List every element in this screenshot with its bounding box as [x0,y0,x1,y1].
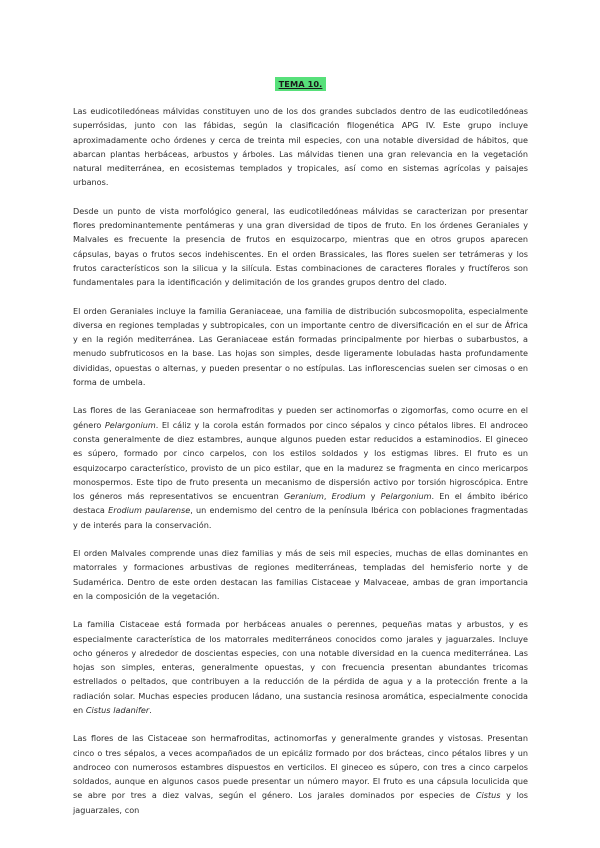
italic-run: Cistus [475,790,501,801]
paragraph [73,304,528,390]
paragraph [73,546,528,603]
text-run: . El cáliz y la corola están formados por cinco sépalos y cinco pétalos libres. El androceo consta generalmente de diez estambres, aunque algunos pueden estar reducidos a estaminodios. El gineceo es súpero, formado por cinco carpelos, con los estilos soldados y los estigmas libres. El fruto es un esquizocarpo característico, provisto de un pico estilar, que en la madurez se fragmenta en cinco mericarpos monospermos. Este tipo de fruto presenta un mecanismo de dispersión activo por torsión higroscópica. Entre los géneros más representativos se encuentran [73,419,528,502]
text-run: , [323,491,332,502]
text-run: . [149,704,152,715]
paragraph [73,204,528,290]
italic-run: Cistus ladanifer [85,704,150,715]
text-run: Las eudicotiledóneas málvidas constituyen uno de los dos grandes subclados dentro de las eudicotiledóneas superrósidas, junto con las fábidas, según la clasificación filogenética APG IV. Este grupo incluye aproximadamente ocho órdenes y cerca de treinta mil especies, con una notable diversidad de hábitos, que abarcan plantas herbáceas, arbustos y árboles. Las málvidas tienen una gran relevancia en la vegetación natural mediterránea, en ecosistemas templados y tropicales, así como en sistemas agrícolas y paisajes urbanos. [73,106,528,188]
text-run: El orden Geraniales incluye la familia Geraniaceae, una familia de distribución subcosmopolita, especialmente diversa en regiones templadas y subtropicales, con un importante centro de diversificación en el sur de África y en la región mediterránea. Las Geraniaceae están formadas principalmente por hierbas o subarbustos, a menudo subfruticosos en la base. Las hojas son simples, desde ligeramente lobuladas hasta profundamente divididas, opuestas o alternas, y pueden presentar o no estípulas. Las inflorescencias suelen ser cimosas o en forma de umbela. [73,305,528,388]
paragraph [73,731,528,817]
italic-run: Geranium [283,491,324,502]
text-run: El orden Malvales comprende unas diez familias y más de seis mil especies, muchas de ellas dominantes en matorrales y formaciones arbustivas de regiones mediterráneas, templadas del hemisferio norte y de Sudamérica. Dentro de este orden destacan las familias Cistaceae y Malvaceae, ambas de gran importancia en la composición de la vegetación. [73,548,528,601]
italic-run: Pelargonium [104,419,156,430]
text-run: Las flores de las Geraniaceae son hermafroditas y pueden ser actinomorfas o zigomorfas, como ocurre en el género [73,405,528,430]
text-run: Las flores de las Cistaceae son hermafroditas, actinomorfas y generalmente grandes y vistosas. Presentan cinco o tres sépalos, a veces acompañados de un epicáliz formado por dos brácteas, cinco pétalos libres y un androceo con numerosos estambres dispuestos en verticilos. El gineceo es súpero, con tres a cinco carpelos soldados, aunque en algunos casos puede presentar un número mayor. El fruto es una cápsula loculicida que se abre por tres a diez valvas, según el género. Los jarales dominados por especies de [73,733,528,801]
paragraph [73,403,528,532]
document-title: TEMA 10. [275,77,327,91]
document-body [73,104,528,817]
text-run: . En el ámbito ibérico destaca [73,491,528,516]
text-run: , un endemismo del centro de la península Ibérica con poblaciones fragmentadas y de interés para la conservación. [73,505,528,530]
paragraph [73,617,528,717]
title-wrap [73,72,528,91]
text-run: Desde un punto de vista morfológico general, las eudicotiledóneas málvidas se caracterizan por presentar flores predominantemente pentámeras y una gran diversidad de tipos de fruto. En los órdenes Geraniales y Malvales es frecuente la presencia de frutos en esquizocarpo, mientras que en otros grupos aparecen cápsulas, bayas o frutos secos indehiscentes. En el orden Brassicales, las flores suelen ser tetrámeras y los frutos característicos son la silicua y la silícula. Estas combinaciones de caracteres florales y fructíferos son fundamentales para la identificación y delimitación de los grandes grupos dentro del clado. [73,205,528,288]
italic-run: Pelargonium [380,491,432,502]
paragraph [73,104,528,190]
text-run: La familia Cistaceae está formada por herbáceas anuales o perennes, pequeñas matas y arbustos, y es especialmente característica de los matorrales mediterráneos conocidos como jarales y jaguarzales. Incluye ocho géneros y alrededor de doscientas especies, con una notable diversidad en la cuenca mediterránea. Las hojas son simples, enteras, generalmente opuestas, y con frecuencia presentan abundantes tricomas estrellados o peltados, que contribuyen a la reducción de la pérdida de agua y a la protección frente a la radiación solar. Muchas especies producen ládano, una sustancia resinosa aromática, especialmente conocida en [73,619,528,715]
text-run: y [365,491,381,502]
italic-run: Erodium [331,491,366,502]
text-run: y los jaguarzales, con [73,790,528,815]
italic-run: Erodium paularense [108,505,191,516]
